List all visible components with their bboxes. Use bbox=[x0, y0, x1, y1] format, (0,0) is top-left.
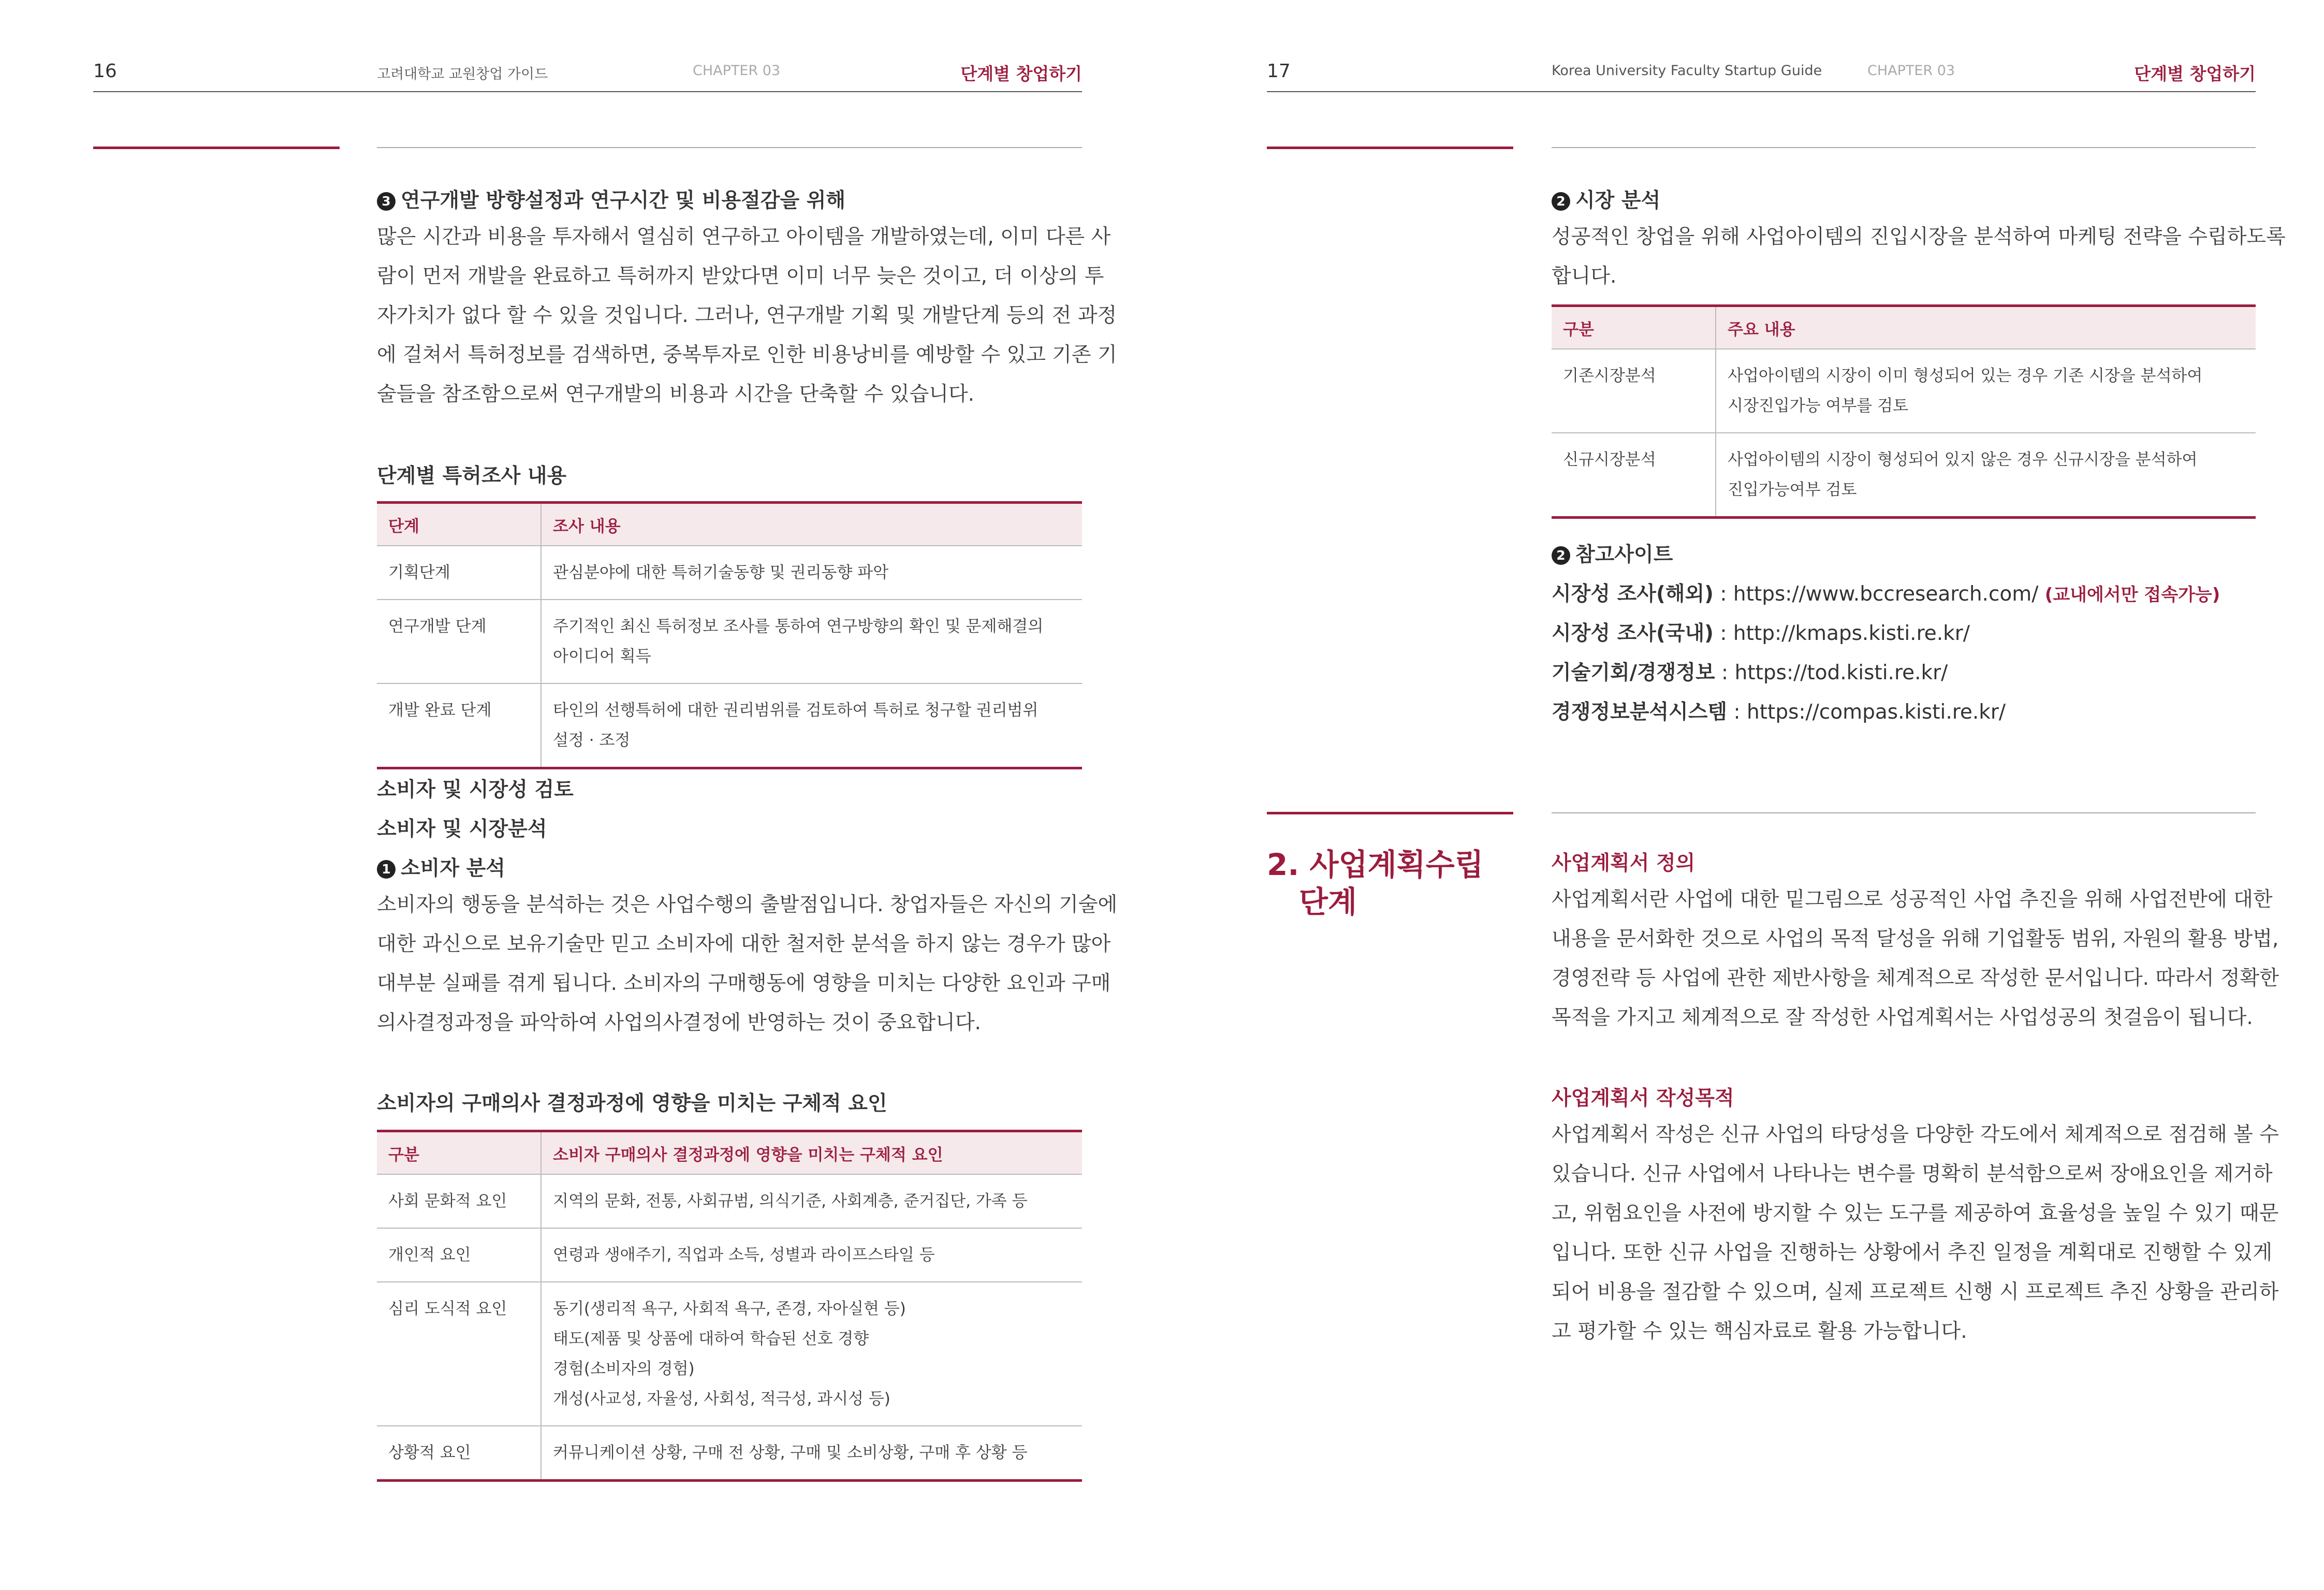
reference-item bbox=[1552, 696, 2006, 725]
cell-line: 개성(사교성, 자율성, 사회성, 적극성, 과시성 등) bbox=[553, 1390, 890, 1408]
table-cell bbox=[541, 683, 1082, 768]
page-number: 17 bbox=[1267, 61, 1291, 82]
bp-purpose-line: 있습니다. 신규 사업에서 나타나는 변수를 명확히 분석함으로써 장애요인을 제거하 bbox=[1552, 1162, 2273, 1186]
reference-separator: : bbox=[1713, 582, 1733, 606]
section-tag: 단계별 창업하기 bbox=[2134, 64, 2256, 84]
bp-def-line: 내용을 문서화한 것으로 사업의 목적 달성을 위해 기업활동 범위, 자원의 활용 방법, bbox=[1552, 927, 2279, 951]
reference-label: 경쟁정보분석시스템 bbox=[1552, 701, 1728, 724]
rd-line: 술들을 참조함으로써 연구개발의 비용과 시간을 단축할 수 있습니다. bbox=[377, 383, 975, 406]
cell-line: 타인의 선행특허에 대한 권리범위를 검토하여 특허로 청구할 권리범위 bbox=[553, 701, 1039, 720]
table-header: 단계 bbox=[377, 503, 541, 546]
cell-line: 아이디어 획득 bbox=[553, 647, 651, 666]
table-cell bbox=[541, 1174, 1082, 1228]
cell-line: 진입가능여부 검토 bbox=[1728, 480, 1857, 499]
factor-table-title: 소비자의 구매의사 결정과정에 영향을 미치는 구체적 요인 bbox=[377, 1092, 887, 1115]
consumer-line: 대한 과신으로 보유기술만 믿고 소비자에 대한 철저한 분석을 하지 않는 경우가 많아 bbox=[377, 932, 1111, 956]
section-title-line: 2. 사업계획수립 bbox=[1267, 847, 1484, 882]
cell-line: 사업아이템의 시장이 형성되어 있지 않은 경우 신규시장을 분석하여 bbox=[1728, 450, 2198, 469]
guide-title: 고려대학교 교원창업 가이드 bbox=[377, 66, 548, 82]
reference-link[interactable]: https://compas.kisti.re.kr/ bbox=[1747, 701, 2006, 724]
rd-heading-text: 연구개발 방향설정과 연구시간 및 비용절감을 위해 bbox=[401, 189, 846, 212]
table-cell: 기존시장분석 bbox=[1552, 349, 1716, 433]
patent-survey-table bbox=[377, 501, 1082, 769]
cell-line: 경험(소비자의 경험) bbox=[553, 1360, 695, 1378]
chapter-label: CHAPTER 03 bbox=[1867, 63, 1955, 79]
reference-link[interactable]: https://www.bccresearch.com/ bbox=[1733, 582, 2039, 606]
chapter-label: CHAPTER 03 bbox=[693, 63, 781, 79]
number-badge: 2 bbox=[1552, 192, 1570, 211]
table-header: 구분 bbox=[377, 1131, 541, 1175]
section-title-line: 단계 bbox=[1299, 884, 1357, 920]
rd-line: 자가치가 없다 할 수 있을 것입니다. 그러나, 연구개발 기획 및 개발단계 등의 전 과정 bbox=[377, 304, 1117, 327]
table-cell: 기획단계 bbox=[377, 546, 541, 600]
table-row bbox=[377, 1228, 1082, 1282]
consumer-market-heading: 소비자 및 시장분석 bbox=[377, 818, 547, 841]
table-cell: 연구개발 단계 bbox=[377, 600, 541, 683]
reference-item bbox=[1552, 657, 1948, 685]
section-accent-line bbox=[1267, 812, 1513, 814]
table-row bbox=[377, 600, 1082, 683]
bp-definition-heading: 사업계획서 정의 bbox=[1552, 852, 1696, 875]
content-divider bbox=[1552, 147, 2256, 148]
cell-line: 동기(생리적 욕구, 사회적 욕구, 존경, 자아실현 등) bbox=[553, 1300, 906, 1318]
bp-def-line: 사업계획서란 사업에 대한 밑그림으로 성공적인 사업 추진을 위해 사업전반에 대한 bbox=[1552, 888, 2273, 911]
section-divider bbox=[1552, 812, 2256, 813]
guide-title: Korea University Faculty Startup Guide bbox=[1552, 63, 1822, 79]
reference-item bbox=[1552, 617, 1970, 646]
market-heading bbox=[1552, 184, 1660, 213]
rd-paragraph bbox=[377, 217, 1117, 414]
reference-note: (교내에서만 접속가능) bbox=[2044, 585, 2220, 605]
section-title bbox=[1267, 846, 1484, 921]
cell-line: 설정 · 조정 bbox=[553, 731, 631, 750]
number-badge: 1 bbox=[377, 860, 396, 879]
table-header-row bbox=[377, 1131, 1082, 1175]
table-row bbox=[1552, 433, 2256, 518]
header-divider bbox=[1267, 91, 2256, 92]
consumer-analysis-text: 소비자 분석 bbox=[401, 857, 505, 880]
consumer-line: 의사결정과정을 파악하여 사업의사결정에 반영하는 것이 중요합니다. bbox=[377, 1011, 981, 1034]
market-analysis-table bbox=[1552, 304, 2256, 519]
number-badge: 3 bbox=[377, 192, 396, 211]
table-row bbox=[377, 1282, 1082, 1426]
bp-purpose-line: 되어 비용을 절감할 수 있으며, 실제 프로젝트 신행 시 프로젝트 추진 상황을 관리하 bbox=[1552, 1280, 2279, 1304]
table-cell: 개발 완료 단계 bbox=[377, 683, 541, 768]
bp-purpose-heading: 사업계획서 작성목적 bbox=[1552, 1087, 1734, 1110]
header-divider bbox=[93, 91, 1082, 92]
reference-link[interactable]: http://kmaps.kisti.re.kr/ bbox=[1733, 622, 1970, 645]
reference-heading-text: 참고사이트 bbox=[1575, 543, 1673, 566]
content-divider bbox=[377, 147, 1082, 148]
reference-label: 시장성 조사(해외) bbox=[1552, 582, 1714, 606]
table-cell bbox=[1716, 349, 2256, 433]
rd-line: 에 걸쳐서 특허정보를 검색하면, 중복투자로 인한 비용낭비를 예방할 수 있고 기존 기 bbox=[377, 343, 1117, 367]
bp-purpose-line: 고, 위험요인을 사전에 방지할 수 있는 도구를 제공하여 효율성을 높일 수 있기 때문 bbox=[1552, 1202, 2279, 1225]
section-tag: 단계별 창업하기 bbox=[960, 64, 1082, 84]
cell-line: 주기적인 최신 특허정보 조사를 통하여 연구방향의 확인 및 문제해결의 bbox=[553, 617, 1044, 636]
table-cell bbox=[541, 546, 1082, 600]
table-cell: 상황적 요인 bbox=[377, 1426, 541, 1481]
reference-separator: : bbox=[1727, 701, 1747, 724]
rd-line: 람이 먼저 개발을 완료하고 특허까지 받았다면 이미 너무 늦은 것이고, 더 이상의 투 bbox=[377, 265, 1104, 288]
consumer-review-heading: 소비자 및 시장성 검토 bbox=[377, 778, 574, 801]
table-header-row bbox=[1552, 306, 2256, 349]
reference-separator: : bbox=[1715, 661, 1735, 684]
bp-purpose-line: 고 평가할 수 있는 핵심자료로 활용 가능합니다. bbox=[1552, 1320, 1967, 1343]
cell-line: 연령과 생애주기, 직업과 소득, 성별과 라이프스타일 등 bbox=[553, 1246, 935, 1264]
reference-link[interactable]: https://tod.kisti.re.kr/ bbox=[1734, 661, 1948, 684]
consumer-line: 대부분 실패를 겪게 됩니다. 소비자의 구매행동에 영향을 미치는 다양한 요인과 구매 bbox=[377, 972, 1111, 995]
reference-item bbox=[1552, 578, 2220, 607]
reference-label: 시장성 조사(국내) bbox=[1552, 622, 1714, 645]
margin-accent-line bbox=[1267, 147, 1513, 149]
table-cell bbox=[541, 1426, 1082, 1481]
consumer-line: 소비자의 행동을 분석하는 것은 사업수행의 출발점입니다. 창업자들은 자신의 기술에 bbox=[377, 893, 1118, 916]
right-page bbox=[1162, 0, 2324, 1590]
patent-table-title: 단계별 특허조사 내용 bbox=[377, 464, 567, 488]
bp-purpose-paragraph bbox=[1552, 1115, 2279, 1351]
table-cell bbox=[1716, 433, 2256, 518]
table-header: 주요 내용 bbox=[1716, 306, 2256, 349]
table-cell bbox=[541, 600, 1082, 683]
table-cell: 심리 도식적 요인 bbox=[377, 1282, 541, 1426]
table-cell: 신규시장분석 bbox=[1552, 433, 1716, 518]
bp-def-line: 목적을 가지고 체계적으로 잘 작성한 사업계획서는 사업성공의 첫걸음이 됩니다. bbox=[1552, 1006, 2253, 1029]
margin-accent-line bbox=[93, 147, 340, 149]
reference-heading bbox=[1552, 538, 1673, 567]
market-line: 합니다. bbox=[1552, 265, 1617, 288]
cell-line: 커뮤니케이션 상황, 구매 전 상황, 구매 및 소비상황, 구매 후 상황 등 bbox=[553, 1443, 1028, 1462]
table-header: 소비자 구매의사 결정과정에 영향을 미치는 구체적 요인 bbox=[541, 1131, 1082, 1175]
bp-definition-paragraph bbox=[1552, 880, 2279, 1038]
consumer-analysis-heading bbox=[377, 852, 505, 881]
reference-label: 기술기회/경쟁정보 bbox=[1552, 661, 1715, 684]
page-number: 16 bbox=[93, 61, 117, 82]
table-cell: 사회 문화적 요인 bbox=[377, 1174, 541, 1228]
table-row bbox=[377, 1174, 1082, 1228]
consumer-paragraph bbox=[377, 885, 1118, 1043]
reference-separator: : bbox=[1713, 622, 1733, 645]
table-cell bbox=[541, 1282, 1082, 1426]
bp-purpose-line: 입니다. 또한 신규 사업을 진행하는 상황에서 추진 일정을 계획대로 진행할 수 있게 bbox=[1552, 1241, 2273, 1264]
table-header: 구분 bbox=[1552, 306, 1716, 349]
market-paragraph bbox=[1552, 217, 2286, 296]
market-heading-text: 시장 분석 bbox=[1575, 189, 1661, 212]
cell-line: 시장진입가능 여부를 검토 bbox=[1728, 397, 1909, 415]
number-badge: 2 bbox=[1552, 546, 1570, 565]
table-row bbox=[1552, 349, 2256, 433]
table-row bbox=[377, 683, 1082, 768]
cell-line: 지역의 문화, 전통, 사회규범, 의식기준, 사회계층, 준거집단, 가족 등 bbox=[553, 1192, 1028, 1210]
table-row bbox=[377, 546, 1082, 600]
rd-line: 많은 시간과 비용을 투자해서 열심히 연구하고 아이템을 개발하였는데, 이미 다른 사 bbox=[377, 225, 1111, 249]
table-row bbox=[377, 1426, 1082, 1481]
table-cell: 개인적 요인 bbox=[377, 1228, 541, 1282]
cell-line: 태도(제품 및 상품에 대하여 학습된 선호 경향 bbox=[553, 1330, 869, 1348]
market-line: 성공적인 창업을 위해 사업아이템의 진입시장을 분석하여 마케팅 전략을 수립하도록 bbox=[1552, 225, 2286, 249]
table-cell bbox=[541, 1228, 1082, 1282]
purchase-factor-table bbox=[377, 1130, 1082, 1482]
table-header-row bbox=[377, 503, 1082, 546]
bp-purpose-line: 사업계획서 작성은 신규 사업의 타당성을 다양한 각도에서 체계적으로 점검해 볼 수 bbox=[1552, 1123, 2279, 1146]
table-header: 조사 내용 bbox=[541, 503, 1082, 546]
cell-line: 관심분야에 대한 특허기술동향 및 권리동향 파악 bbox=[553, 563, 889, 582]
bp-def-line: 경영전략 등 사업에 관한 제반사항을 체계적으로 작성한 문서입니다. 따라서 정확한 bbox=[1552, 967, 2279, 990]
rd-heading bbox=[377, 184, 845, 213]
cell-line: 사업아이템의 시장이 이미 형성되어 있는 경우 기존 시장을 분석하여 bbox=[1728, 367, 2203, 385]
